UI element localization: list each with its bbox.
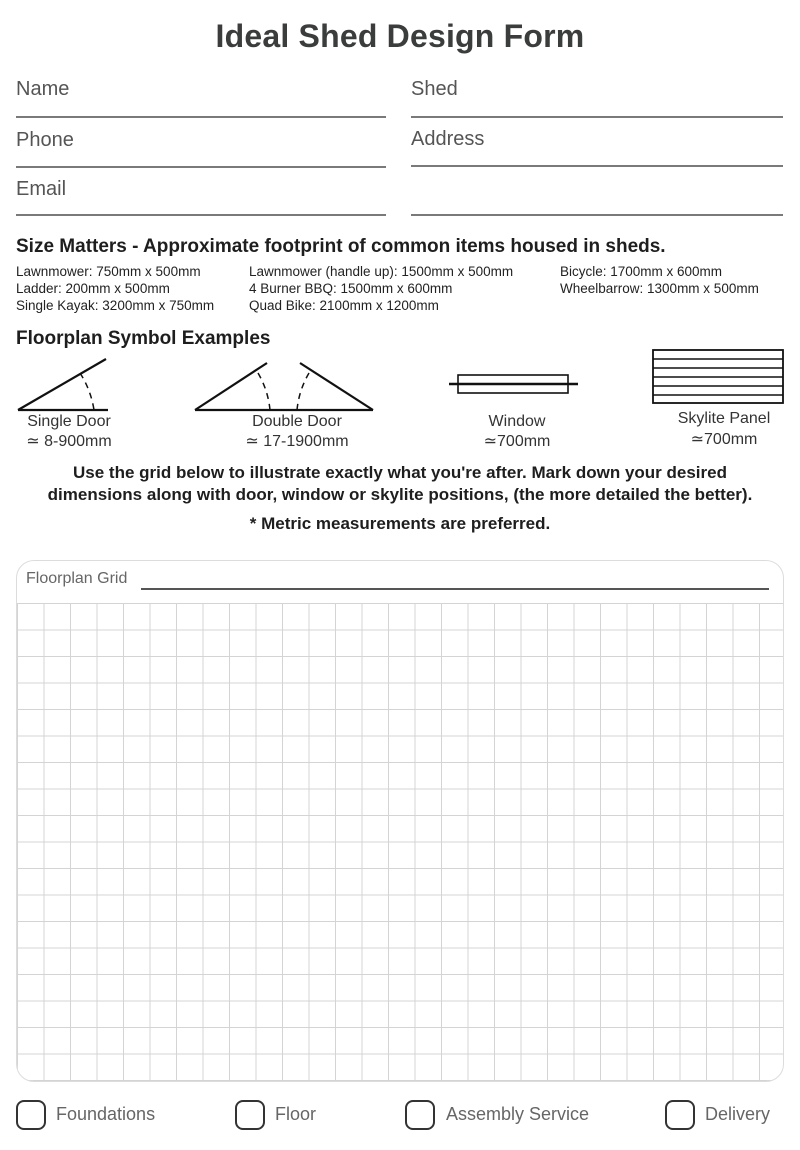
symbols-heading: Floorplan Symbol Examples (16, 328, 271, 349)
double-door-icon (192, 355, 378, 415)
size-item: Single Kayak: 3200mm x 750mm (16, 298, 215, 313)
shed-field[interactable] (411, 116, 783, 118)
skylite-panel-icon (652, 349, 785, 405)
double-door-size: ≃ 17-1900mm (245, 433, 349, 450)
size-item: 4 Burner BBQ: 1500mm x 600mm (249, 281, 453, 296)
skylite-panel-label: Skylite Panel (677, 410, 771, 427)
size-item: Lawnmower: 750mm x 500mm (16, 264, 201, 279)
size-matters-heading: Size Matters - Approximate footprint of common items housed in sheds. (16, 236, 666, 257)
phone-field[interactable] (16, 166, 386, 168)
floorplan-grid-title-field[interactable] (141, 588, 769, 590)
size-item: Bicycle: 1700mm x 600mm (560, 264, 723, 279)
assembly-service-label: Assembly Service (446, 1104, 590, 1124)
floor-checkbox[interactable] (235, 1100, 265, 1130)
double-door-label: Double Door (252, 413, 342, 430)
address-field[interactable] (411, 165, 783, 167)
floorplan-grid-canvas[interactable] (17, 603, 783, 1081)
window-size: ≃700mm (483, 433, 551, 450)
window-label: Window (488, 413, 546, 430)
address-label: Address (411, 128, 485, 150)
foundations-checkbox[interactable] (16, 1100, 46, 1130)
email-label: Email (16, 178, 67, 200)
name-label: Name (16, 78, 70, 100)
email-field[interactable] (16, 214, 386, 216)
delivery-checkbox[interactable] (665, 1100, 695, 1130)
instructions-line1: Use the grid below to illustrate exactly what you're after. Mark down your desired (73, 463, 727, 482)
metric-note: * Metric measurements are preferred. (249, 514, 551, 533)
size-item: Quad Bike: 2100mm x 1200mm (249, 298, 439, 313)
floorplan-grid-title: Floorplan Grid (26, 570, 128, 587)
foundations-label: Foundations (56, 1104, 156, 1124)
single-door-label: Single Door (27, 413, 111, 430)
size-item: Lawnmower (handle up): 1500mm x 500mm (249, 264, 514, 279)
floorplan-grid-box (16, 560, 784, 1082)
address-line2-field[interactable] (411, 214, 783, 216)
single-door-size: ≃ 8-900mm (26, 433, 112, 450)
size-item: Ladder: 200mm x 500mm (16, 281, 170, 296)
delivery-label: Delivery (705, 1104, 771, 1124)
phone-label: Phone (16, 129, 74, 151)
shed-label: Shed (411, 78, 458, 100)
skylite-panel-size: ≃700mm (690, 431, 758, 448)
single-door-icon (14, 355, 114, 415)
page-title: Ideal Shed Design Form (215, 18, 585, 54)
assembly-service-checkbox[interactable] (405, 1100, 435, 1130)
name-field[interactable] (16, 116, 386, 118)
floor-label: Floor (275, 1104, 317, 1124)
size-item: Wheelbarrow: 1300mm x 500mm (560, 281, 759, 296)
window-icon (448, 372, 580, 396)
instructions-line2: dimensions along with door, window or skylite positions, (the more detailed the better). (47, 485, 753, 504)
